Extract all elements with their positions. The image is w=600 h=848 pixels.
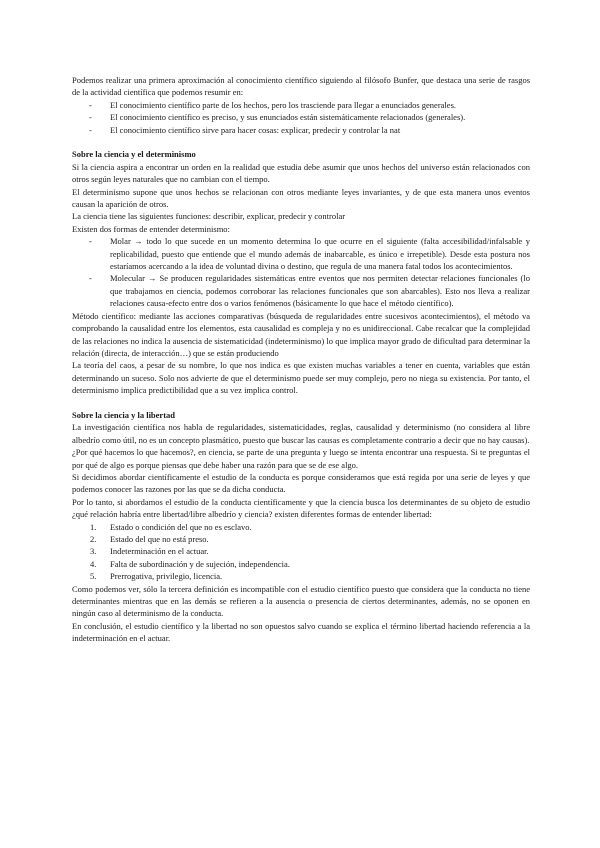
spacer xyxy=(72,136,530,148)
freedom-numbered-list xyxy=(72,521,530,583)
determinism-bullet: - Molecular → Se producen regularidades sistemáticas entre eventos que nos permiten detectar relaciones funcionales (lo que trabajamos en ciencia, podemos corroborar las relaciones funcionales que son abarcables). Esto nos lleva a realizar relaciones causa-efecto entre dos o varios fenómenos (básicamente lo que hace el método científico). xyxy=(72,272,530,309)
intro-paragraph: Podemos realizar una primera aproximación al conocimiento científico siguiendo al filósofo Bunfer, que destaca una serie de rasgos de la actividad científica que podemos resumir en: xyxy=(72,75,530,98)
determinism-bullet-list xyxy=(72,235,530,309)
item-number: 1. xyxy=(90,521,97,532)
paragraph: ¿Por qué hacemos lo que hacemos?, en ciencia, se parte de una pregunta y luego se intenta encontrar una respuesta. Si te preguntas el por qué de algo es porque piensas que debe haber una razón para que se de ese algo. xyxy=(72,447,530,470)
item-number: 2. xyxy=(90,534,97,544)
paragraph: Si la ciencia aspira a encontrar un orden en la realidad que estudia debe asumir que unos hechos del universo están relacionados con otros según leyes naturales que no cambian con el tiempo. xyxy=(72,161,530,185)
paragraph: Si decidimos abordar científicamente el estudio de la conducta es porque consideramos que está regida por una serie de leyes y que podemos conocer las razones por las que se da dicha conducta. xyxy=(72,471,530,495)
item-number: 3. xyxy=(90,546,97,557)
paragraph: Existen dos formas de entender determinismo: xyxy=(72,223,230,234)
section-heading-freedom: Sobre la ciencia y la libertad xyxy=(72,409,176,420)
paragraph: La ciencia tiene las siguientes funciones: describir, explicar, predecir y controlar xyxy=(72,211,346,222)
determinism-bullet: - Molar → todo lo que sucede en un momento determina lo que ocurre en el siguiente (falta accesibilidad/infalsable y replicabilidad, puesto que entiende que el mundo además de inabarcable, es único e irrepetible). Desde esta postura nos estaríamos acercando a la idea de voluntad divina o destino, que regula de una manera fatal todos los acontecimientos. xyxy=(72,235,530,272)
item-text: Prerrogativa, privilegio, licencia. xyxy=(110,571,223,582)
item-text: Falta de subordinación y de sujeción, independencia. xyxy=(110,558,290,569)
section-heading-determinism: Sobre la ciencia y el determinismo xyxy=(72,149,196,160)
intro-bullet: - El conocimiento científico sirve para hacer cosas: explicar, predecir y controlar la nat xyxy=(72,124,530,136)
paragraph: El determinismo supone que unos hechos se relacionan con otros mediante leyes invariantes, y de que esta manera unos eventos causan la aparición de otros. xyxy=(72,186,530,210)
numbered-item xyxy=(72,533,530,545)
intro-bullet: - El conocimiento científico es preciso, y sus enunciados están sistemáticamente relacionados (generales). xyxy=(72,111,530,123)
paragraph: Por lo tanto, si abordamos el estudio de la conducta científicamente y que la ciencia busca los determinantes de su objeto de estudio ¿qué relación habría entre libertad/libre albedrío y ciencia? existen diferentes formas de entender libertad: xyxy=(72,496,530,520)
item-number: 5. xyxy=(90,571,97,582)
paragraph: En conclusión, el estudio científico y la libertad no son opuestos salvo cuando se explica el término libertad haciendo referencia a la indeterminación en el actuar. xyxy=(72,620,530,644)
intro-bullet-list xyxy=(72,99,530,136)
spacer xyxy=(72,397,530,409)
numbered-item xyxy=(72,558,530,570)
item-number: 4. xyxy=(90,558,97,569)
paragraph: Método científico: mediante las acciones comparativas (búsqueda de regularidades entre sucesivos acontecimientos), el método va comprobando la causalidad entre los elementos, esta causalidad es compleja y no es unidireccional. Cabe recalcar que la complejidad de las relaciones no indica la ausencia de sistematicidad (indeterminismo) lo que implica mayor grado de dificultad para determinar la relación (directa, de interacción…) que se están produciendo xyxy=(72,310,530,358)
paragraph: La investigación científica nos habla de regularidades, sistematicidades, reglas, causalidad y determinismo (no considera al libre albedrío como útil, no es un concepto plasmático, puesto que buscar las causas es completamente contrario a decir que no hay causas). xyxy=(72,422,530,445)
numbered-item xyxy=(72,521,530,533)
document-content xyxy=(72,74,530,645)
paragraph: La teoría del caos, a pesar de su nombre, lo que nos indica es que existen muchas variables a tener en cuenta, variables que están determinando un suceso. Solo nos advierte de que el determinismo puede ser muy complejo, pero no niega su existencia. Por tanto, el determinismo implica predictibilidad que a su vez implica control. xyxy=(72,360,530,396)
item-text: Indeterminación en el actuar. xyxy=(110,546,209,557)
paragraph: Como podemos ver, sólo la tercera definición es incompatible con el estudio científico puesto que considera que la conducta no tiene determinantes mientras que en las demás se refieren a la ausencia o presencia de ciertos determinantes, además, no se oponen en ningún caso al determinismo de la conducta. xyxy=(72,583,530,619)
numbered-item xyxy=(72,570,530,582)
intro-bullet: - El conocimiento científico parte de los hechos, pero los trasciende para llegar a enunciados generales. xyxy=(72,99,530,111)
item-text: Estado del que no está preso. xyxy=(110,534,209,544)
numbered-item xyxy=(72,545,530,557)
item-text: Estado o condición del que no es esclavo. xyxy=(110,521,252,532)
